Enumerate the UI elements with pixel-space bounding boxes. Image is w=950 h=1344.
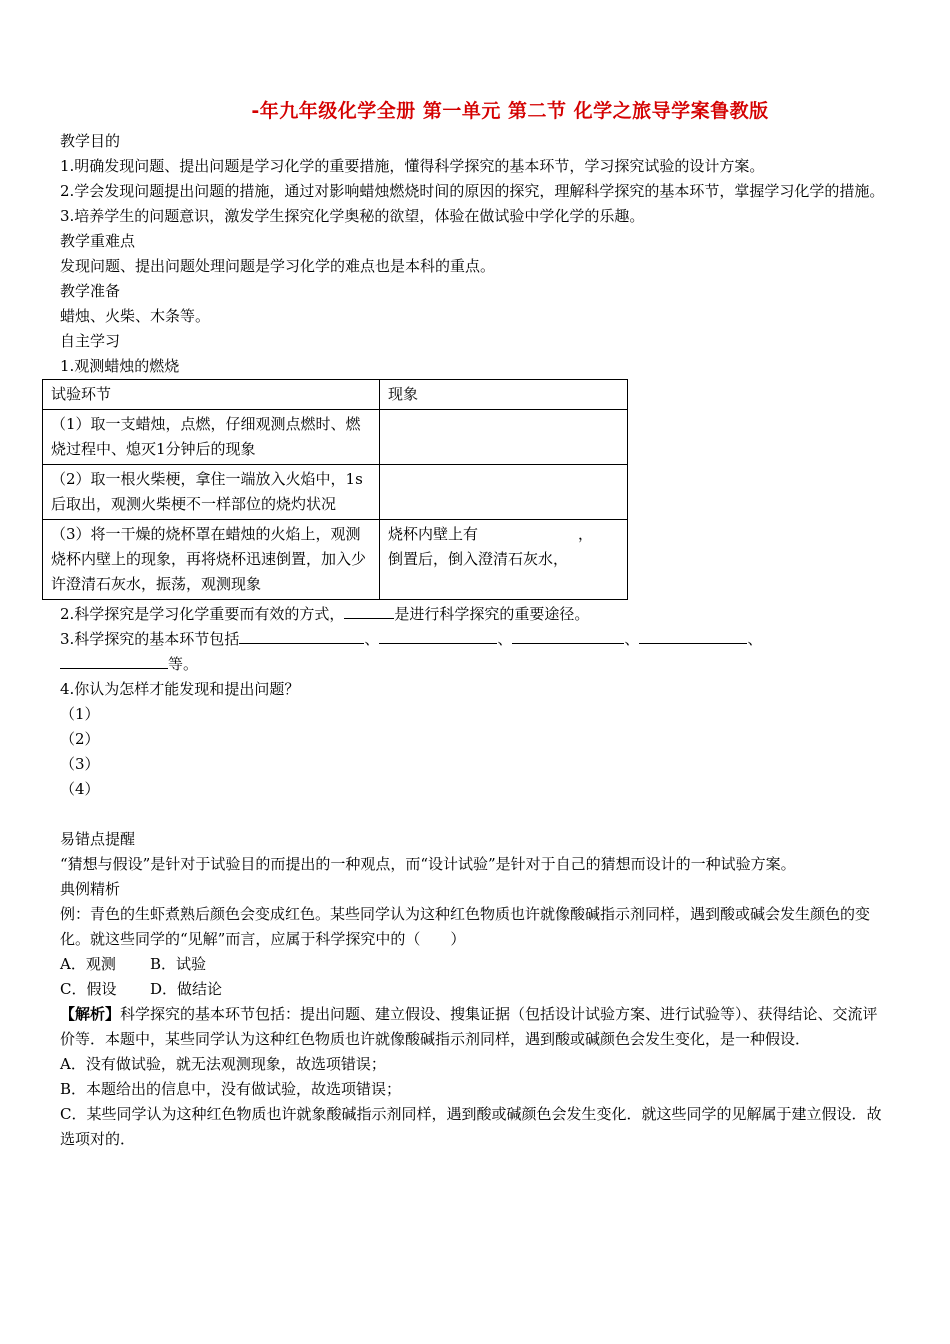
- phenomenon-cell[interactable]: [380, 520, 628, 600]
- self-study-heading: 自主学习: [60, 332, 121, 350]
- option-b: B．试验: [150, 955, 207, 973]
- separator: 、: [497, 630, 513, 648]
- table-row: [43, 410, 628, 465]
- analysis-paragraph: [60, 1002, 890, 1052]
- example-options-row: [60, 977, 890, 1002]
- example-options-row: [60, 952, 890, 977]
- phenomenon-cell[interactable]: [380, 465, 628, 520]
- item-3-end: 等。: [168, 655, 199, 673]
- option-d: D．做结论: [150, 980, 223, 998]
- self-study-item-3: [60, 627, 890, 652]
- document-page: [51, 96, 890, 1152]
- goal-item: 3.培养学生的问题意识，激发学生探究化学奥秘的欲望，体验在做试验中学化学的乐趣。: [60, 207, 645, 225]
- table-header-row: [43, 380, 628, 410]
- fill-blank[interactable]: [512, 627, 624, 644]
- step-cell: （3）将一干燥的烧杯罩在蜡烛的火焰上，观测烧杯内壁上的现象，再将烧杯迅速倒置，加入少许澄清石灰水，振荡，观测现象: [43, 520, 380, 600]
- fill-blank[interactable]: [344, 602, 394, 619]
- analysis-text: 科学探究的基本环节包括：提出问题、建立假设、搜集证据（包括设计试验方案、进行试验等）、获得结论、交流评价等．本题中，某些同学认为这种红色物质也许就像酸碱指示剂同样，遇到酸或碱颜色会发生变化，是一种假设．: [60, 1005, 878, 1048]
- phenomenon-cell[interactable]: [380, 410, 628, 465]
- option-a: A．观测: [60, 955, 116, 973]
- separator: 、: [364, 630, 380, 648]
- difficulty-heading: 教学重难点: [60, 232, 136, 250]
- table-row: [43, 465, 628, 520]
- self-study-item-3-cont: [60, 652, 890, 677]
- goals-heading: 教学目的: [60, 132, 121, 150]
- example-question: 例：青色的生虾煮熟后颜色会变成红色。某些同学认为这种红色物质也许就像酸碱指示剂同样，遇到酸或碱会发生颜色的变化。就这些同学的“见解”而言，应属于科学探究中的（ ）: [60, 905, 871, 948]
- fill-blank[interactable]: [379, 627, 497, 644]
- phenomenon-text: 烧杯内壁上有: [388, 525, 479, 543]
- sub-item: （4）: [60, 780, 100, 798]
- step-cell: （2）取一根火柴梗，拿住一端放入火焰中，1s后取出，观测火柴梗不一样部位的烧灼状况: [43, 465, 380, 520]
- document-title: -年九年级化学全册 第一单元 第二节 化学之旅导学案鲁教版: [251, 100, 769, 122]
- self-study-item-2: [60, 602, 890, 627]
- preparation-text: 蜡烛、火柴、木条等。: [60, 307, 211, 325]
- phenomenon-text: 倒置后，倒入澄清石灰水，: [388, 550, 569, 568]
- experiment-table: [42, 379, 628, 600]
- analysis-label: 【解析】: [60, 1005, 121, 1023]
- sub-item: （2）: [60, 730, 100, 748]
- example-heading: 典例精析: [60, 880, 121, 898]
- fill-blank[interactable]: [639, 627, 747, 644]
- table-header-cell: 试验环节: [43, 380, 380, 410]
- item-2-text-end: 是进行科学探究的重要途径。: [394, 605, 590, 623]
- step-cell: （1）取一支蜡烛，点燃，仔细观测点燃时、燃烧过程中、熄灭1分钟后的现象: [43, 410, 380, 465]
- sub-item: （3）: [60, 755, 100, 773]
- analysis-item: A．没有做试验，就无法观测现象，故选项错误；: [60, 1055, 386, 1073]
- difficulty-text: 发现问题、提出问题处理问题是学习化学的难点也是本科的重点。: [60, 257, 496, 275]
- spacer: [60, 802, 890, 827]
- goal-item: 2.学会发现问题提出问题的措施，通过对影响蜡烛燃烧时间的原因的探究，理解科学探究的基本环节，掌握学习化学的措施。: [60, 182, 885, 200]
- analysis-item: C．某些同学认为这种红色物质也许就象酸碱指示剂同样，遇到酸或碱颜色会发生变化．就这些同学的见解属于建立假设．故选项对的．: [60, 1105, 882, 1148]
- analysis-item: B．本题给出的信息中，没有做试验，故选项错误；: [60, 1080, 402, 1098]
- mistakes-text: “猜想与假设”是针对于试验目的而提出的一种观点，而“设计试验”是针对于自己的猜想而设计的一种试验方案。: [60, 855, 796, 873]
- separator: 、: [624, 630, 640, 648]
- mistakes-heading: 易错点提醒: [60, 830, 136, 848]
- item-2-text: 2.科学探究是学习化学重要而有效的方式，: [60, 605, 345, 623]
- item-3-text: 3.科学探究的基本环节包括: [60, 630, 240, 648]
- goal-item: 1.明确发现问题、提出问题是学习化学的重要措施，懂得科学探究的基本环节，学习探究试验的设计方案。: [60, 157, 765, 175]
- phenomenon-comma: ，: [578, 525, 594, 543]
- table-row: [43, 520, 628, 600]
- option-c: C．假设: [60, 980, 117, 998]
- self-study-item-1: 1.观测蜡烛的燃烧: [60, 357, 180, 375]
- separator: 、: [747, 630, 763, 648]
- self-study-item-4: 4.你认为怎样才能发现和提出问题？: [60, 680, 300, 698]
- sub-item: （1）: [60, 705, 100, 723]
- preparation-heading: 教学准备: [60, 282, 121, 300]
- fill-blank[interactable]: [239, 627, 364, 644]
- fill-blank[interactable]: [60, 652, 168, 669]
- table-header-cell: 现象: [380, 380, 628, 410]
